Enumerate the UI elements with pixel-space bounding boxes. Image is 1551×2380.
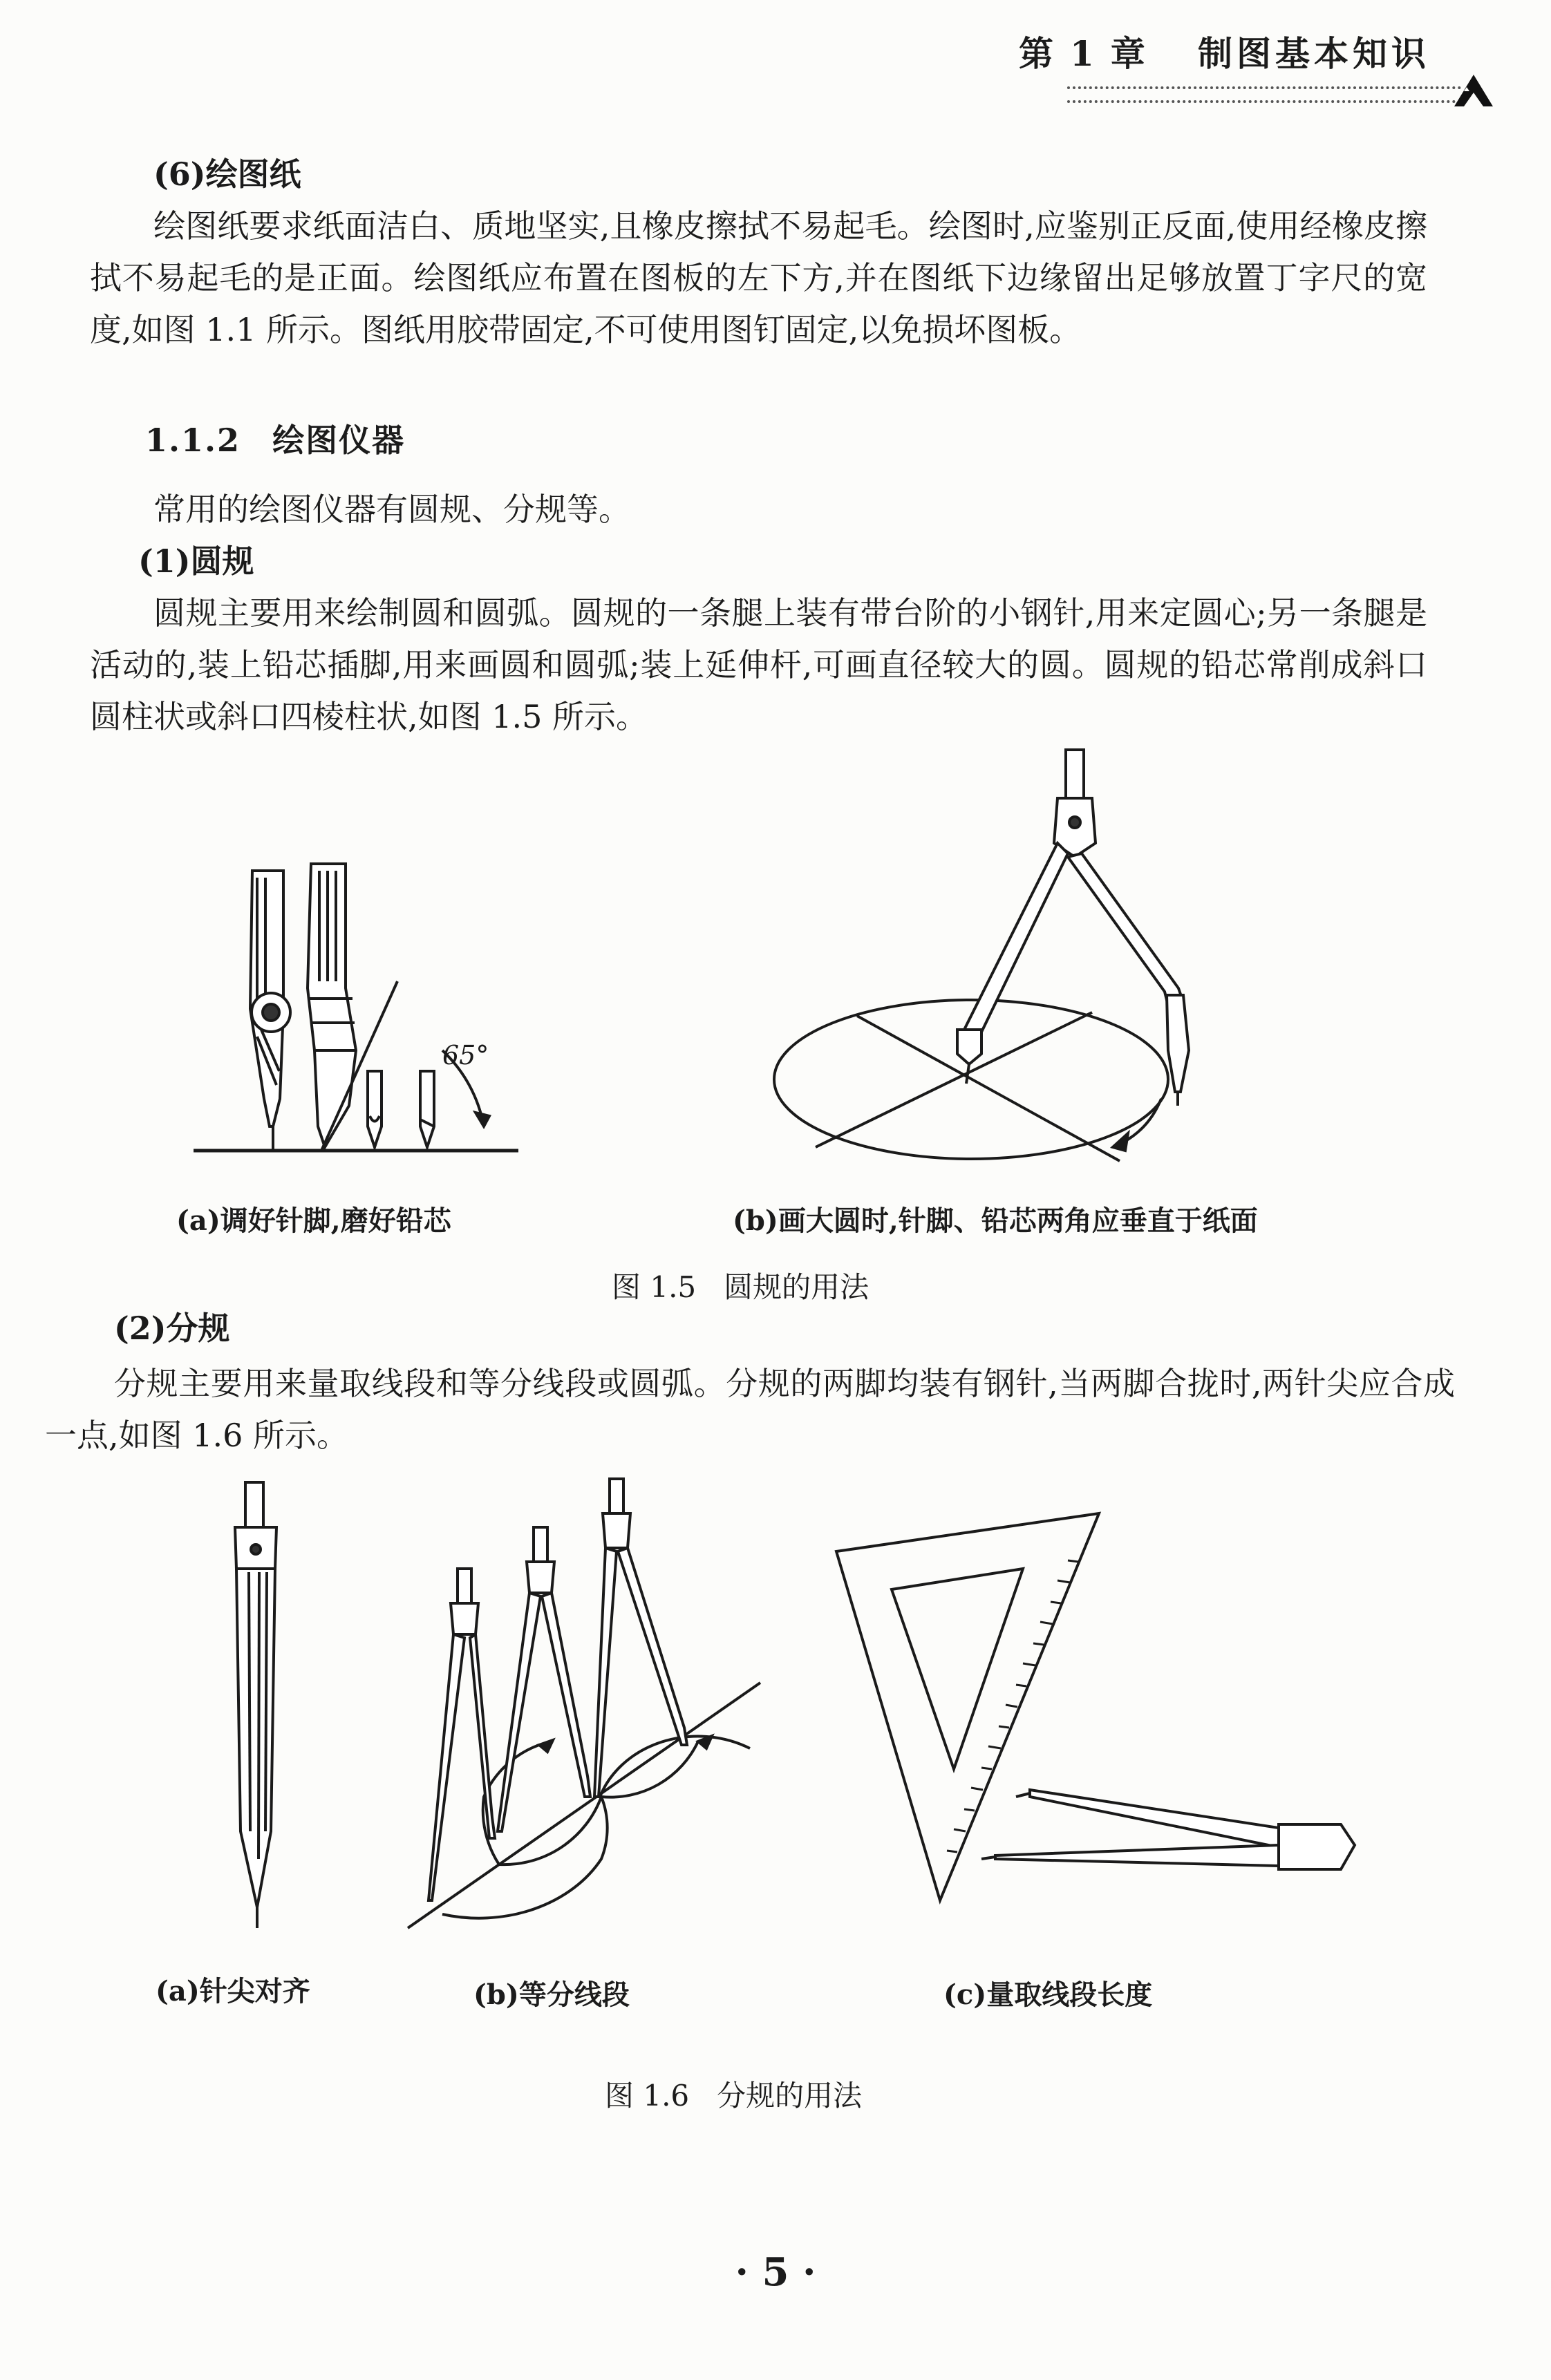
figure-1-5-drawing <box>0 739 1551 1265</box>
subheading-drawing-paper: (6)绘图纸 <box>153 155 301 193</box>
subheading-divider: (2)分规 <box>114 1310 230 1347</box>
figure-1-6 <box>0 1472 1551 2135</box>
figure-1-6-number: 图 1.6 <box>605 2079 690 2113</box>
divide-segment-drawing <box>408 1479 760 1928</box>
subheading-compass: (1)圆规 <box>138 542 254 580</box>
compass-tip-detail-drawing <box>194 864 518 1151</box>
paragraph-compass: 圆规主要用来绘制圆和圆弧。圆规的一条腿上装有带台阶的小钢针,用来定圆心;另一条腿是活动的,装上铅芯插脚,用来画圆和圆弧;装上延伸杆,可画直径较大的圆。圆规的铅芯常削成斜口圆柱状或斜口四棱柱状,如图 1.5 所示。 <box>90 594 1427 735</box>
caption-1-5-a: (a)调好针脚,磨好铅芯 <box>176 1205 451 1237</box>
figure-1-6-drawing <box>0 1472 1551 1997</box>
section-heading-1-1-2 <box>90 415 1427 466</box>
figure-1-6-name: 分规的用法 <box>717 2079 863 2113</box>
compass-drawing-circle <box>774 750 1189 1161</box>
section-1-1-2-body <box>90 484 1427 743</box>
figure-1-5 <box>0 739 1551 1306</box>
closed-divider-drawing <box>235 1482 276 1928</box>
running-header <box>1019 26 1430 76</box>
measure-length-drawing <box>836 1513 1355 1900</box>
page-number: · 5 · <box>735 2249 816 2295</box>
triangle-ornament-icon <box>1453 73 1494 108</box>
chapter-prefix: 第 <box>1018 33 1058 74</box>
section-divider <box>114 1303 1462 1354</box>
caption-1-5-b: (b)画大圆时,针脚、铅芯两角应垂直于纸面 <box>733 1205 1258 1237</box>
section-drawing-paper <box>90 149 1427 356</box>
chapter-number: 1 <box>1069 33 1098 74</box>
chapter-suffix: 章 <box>1110 33 1149 74</box>
paragraph-instruments-intro: 常用的绘图仪器有圆规、分规等。 <box>153 491 630 528</box>
section-divider-body <box>45 1358 1455 1462</box>
caption-1-6-b: (b)等分线段 <box>473 1978 630 2011</box>
caption-1-6-a: (a)针尖对齐 <box>156 1975 310 2008</box>
section-number: 1.1.2 <box>145 422 241 459</box>
section-1-1-2 <box>90 415 1427 466</box>
caption-1-6-c: (c)量取线段长度 <box>943 1978 1153 2011</box>
figure-1-5-number: 图 1.5 <box>612 1270 697 1304</box>
figure-1-6-title <box>605 2073 862 2115</box>
paragraph-divider: 分规主要用来量取线段和等分线段或圆弧。分规的两脚均装有钢针,当两脚合拢时,两针尖应合成一点,如图 1.6 所示。 <box>45 1365 1455 1454</box>
header-rule <box>1067 86 1461 103</box>
figure-1-5-name: 圆规的用法 <box>724 1270 870 1304</box>
section-title: 绘图仪器 <box>272 422 406 459</box>
chapter-title: 制图基本知识 <box>1198 33 1430 74</box>
figure-1-5-title <box>612 1265 869 1306</box>
paragraph-drawing-paper: 绘图纸要求纸面洁白、质地坚实,且橡皮擦拭不易起毛。绘图时,应鉴别正反面,使用经橡皮擦拭不易起毛的是正面。绘图纸应布置在图板的左下方,并在图纸下边缘留出足够放置丁字尺的宽度,如图 1.1 所示。图纸用胶带固定,不可使用图钉固定,以免损坏图板。 <box>90 207 1427 348</box>
angle-label: 65° <box>442 1040 489 1070</box>
